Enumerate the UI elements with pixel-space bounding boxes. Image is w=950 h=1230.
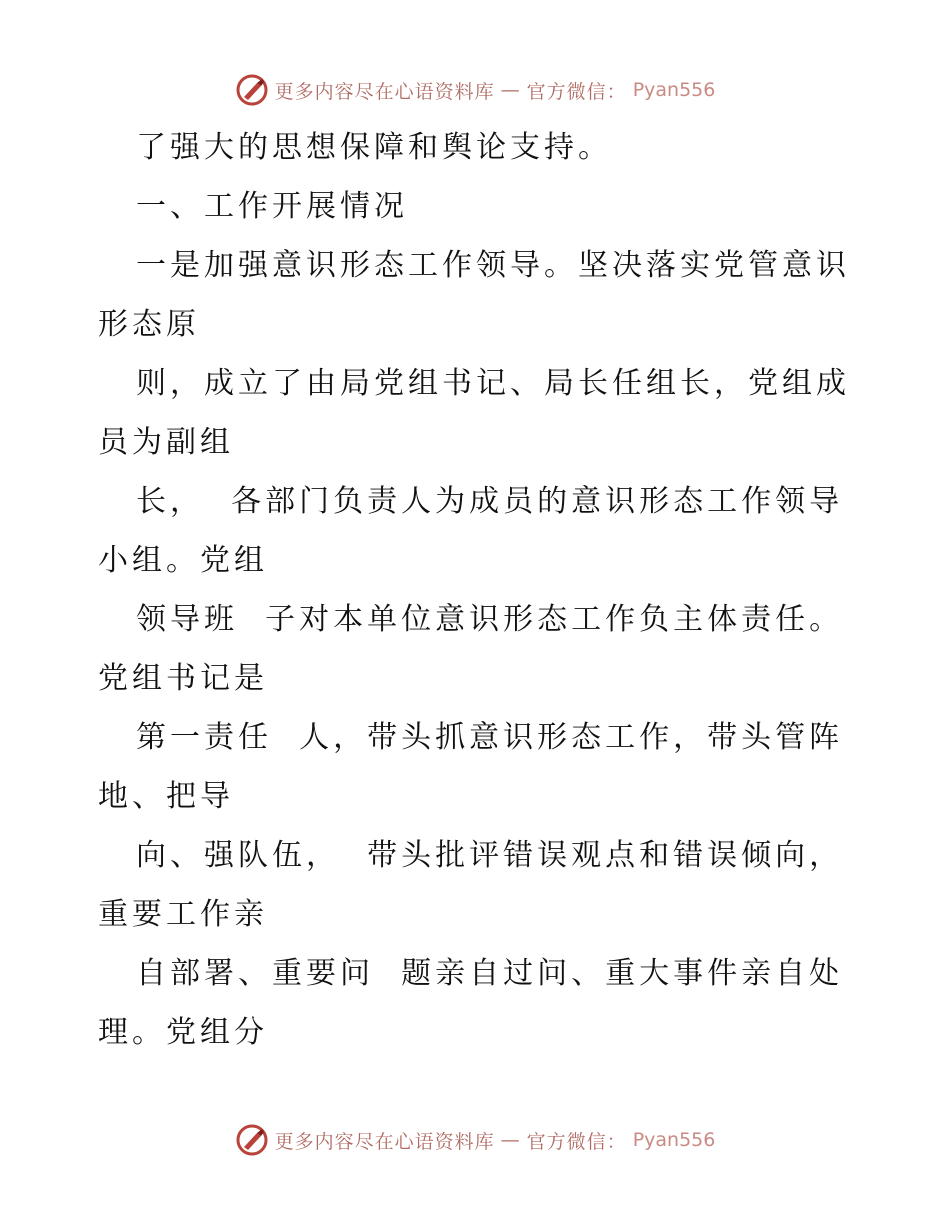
body-line: 党组书记是 bbox=[98, 661, 268, 696]
body-line: 了强大的思想保障和舆论支持。 bbox=[136, 130, 612, 165]
body-line: 则，成立了由局党组书记、局长任组长，党组成 bbox=[136, 366, 850, 401]
pen-circle-logo-icon bbox=[235, 73, 269, 107]
footer-separator: — bbox=[500, 1129, 521, 1151]
body-line: 形态原 bbox=[98, 307, 200, 342]
footer-wechat-label: 官方微信： bbox=[526, 1130, 627, 1153]
header-separator: — bbox=[500, 79, 521, 101]
body-line: 员为副组 bbox=[98, 425, 234, 460]
header-wechat-label: 官方微信： bbox=[526, 80, 627, 103]
body-line: 长， 各部门负责人为成员的意识形态工作领导 bbox=[136, 484, 844, 519]
body-line: 领导班 子对本单位意识形态工作负主体责任。 bbox=[136, 602, 844, 637]
body-line: 自部署、重要问 题亲自过问、重大事件亲自处 bbox=[136, 956, 844, 991]
footer-watermark-banner bbox=[0, 1120, 950, 1160]
document-body bbox=[98, 118, 858, 1062]
body-line: 向、强队伍， 带头批评错误观点和错误倾向， bbox=[136, 838, 844, 873]
footer-wechat-id: Pyan556 bbox=[632, 1129, 716, 1151]
body-line: 重要工作亲 bbox=[98, 897, 268, 932]
pen-circle-logo-icon bbox=[235, 1123, 269, 1157]
body-line: 第一责任 人，带头抓意识形态工作，带头管阵 bbox=[136, 720, 844, 755]
body-line: 地、把导 bbox=[98, 779, 234, 814]
body-line: 小组。党组 bbox=[98, 543, 268, 578]
body-line: 一是加强意识形态工作领导。坚决落实党管意识 bbox=[136, 248, 850, 283]
footer-brand-text: 更多内容尽在心语资料库 bbox=[274, 1130, 495, 1153]
section-heading: 一、工作开展情况 bbox=[136, 189, 408, 224]
header-wechat-id: Pyan556 bbox=[632, 79, 716, 101]
body-line: 理。党组分 bbox=[98, 1015, 268, 1050]
header-brand-text: 更多内容尽在心语资料库 bbox=[274, 80, 495, 103]
header-watermark-banner bbox=[0, 70, 950, 110]
